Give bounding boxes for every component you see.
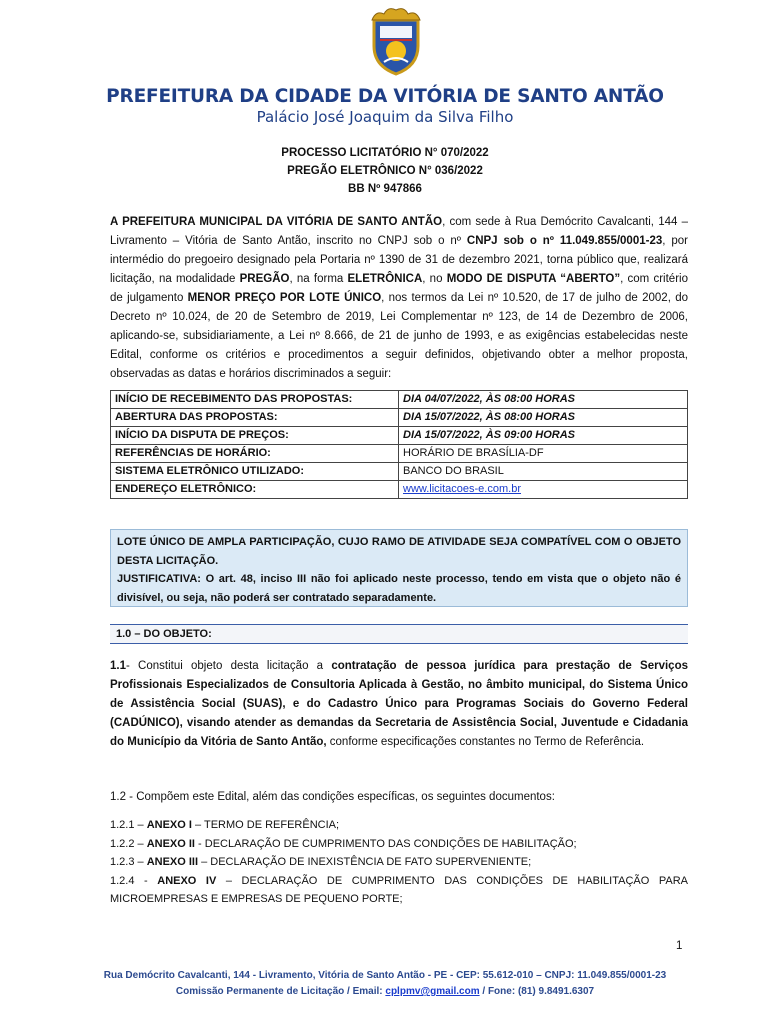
lote-justification: JUSTIFICATIVA: O art. 48, inciso III não foi aplicado neste processo, tendo em vista que o objeto não é divisível, ou seja, não poderá ser contratado separadamente. bbox=[117, 573, 681, 604]
list-item bbox=[110, 872, 688, 909]
table-row bbox=[111, 481, 688, 499]
annex-name: ANEXO III bbox=[146, 856, 199, 868]
table-label: INÍCIO DA DISPUTA DE PREÇOS: bbox=[111, 427, 399, 445]
process-number: PROCESSO LICITATÓRIO N° 070/2022 bbox=[281, 147, 489, 159]
intro-s4: , por intermédio do pregoeiro designado pela Portaria nº 1390 de 31 de dezembro 2021, torna público que, realizará licitação, na modalidade bbox=[110, 235, 688, 285]
annex-prefix: 1.2.2 – bbox=[110, 837, 147, 850]
intro-paragraph bbox=[110, 213, 688, 384]
intro-s3: CNPJ sob o nº 11.049.855/0001-23 bbox=[466, 235, 663, 247]
intro-s9: MODO DE DISPUTA “ABERTO” bbox=[446, 273, 621, 285]
annex-title: - DECLARAÇÃO DE CUMPRIMENTO DAS CONDIÇÕES DE HABILITAÇÃO; bbox=[195, 837, 577, 850]
org-subtitle: Palácio José Joaquim da Silva Filho bbox=[256, 108, 514, 126]
clause-1-1-text-a: - Constitui objeto desta licitação a bbox=[126, 660, 332, 672]
lote-notice-box bbox=[110, 529, 688, 607]
intro-s2: , com sede à Rua Demócrito Cavalcanti, 144 – Livramento – Vitória de Santo Antão, inscrito no CNPJ sob o nº bbox=[110, 216, 688, 247]
list-item bbox=[110, 853, 688, 872]
email-link[interactable]: cplpmv@gmail.com bbox=[385, 986, 480, 997]
footer-contact bbox=[0, 986, 770, 997]
bb-number: BB Nº 947866 bbox=[348, 183, 422, 195]
annex-prefix: 1.2.4 - bbox=[110, 874, 158, 887]
clause-1-1 bbox=[110, 657, 688, 752]
footer-phone: / Fone: (81) 9.8491.6307 bbox=[479, 986, 595, 997]
city-seal-icon bbox=[366, 6, 426, 76]
intro-s11: MENOR PREÇO POR LOTE ÚNICO bbox=[187, 292, 382, 304]
table-row bbox=[111, 445, 688, 463]
table-label: ENDEREÇO ELETRÔNICO: bbox=[111, 481, 399, 499]
intro-s5: PREGÃO bbox=[239, 273, 290, 285]
intro-s6: , na forma bbox=[289, 273, 348, 285]
list-item bbox=[110, 835, 688, 854]
annex-title: – DECLARAÇÃO DE CUMPRIMENTO DAS CONDIÇÕES DE HABILITAÇÃO PARA MICROEMPRESAS E EMPRESAS DE PEQUENO PORTE; bbox=[110, 874, 689, 905]
intro-s10: , com critério de julgamento bbox=[110, 273, 688, 304]
table-value: DIA 04/07/2022, ÀS 08:00 HORAS bbox=[399, 391, 688, 409]
page-number: 1 bbox=[676, 940, 683, 952]
list-item bbox=[110, 816, 688, 835]
org-title: PREFEITURA DA CIDADE DA VITÓRIA DE SANTO ANTÃO bbox=[106, 86, 664, 107]
lote-statement: LOTE ÚNICO DE AMPLA PARTICIPAÇÃO, CUJO RAMO DE ATIVIDADE SEJA COMPATÍVEL COM O OBJETO DESTA LICITAÇÃO. bbox=[117, 536, 681, 567]
table-label: ABERTURA DAS PROPOSTAS: bbox=[111, 409, 399, 427]
annex-name: ANEXO II bbox=[146, 837, 195, 850]
table-label: SISTEMA ELETRÔNICO UTILIZADO: bbox=[111, 463, 399, 481]
schedule-table bbox=[110, 390, 688, 499]
table-label: REFERÊNCIAS DE HORÁRIO: bbox=[111, 445, 399, 463]
intro-s1: A PREFEITURA MUNICIPAL DA VITÓRIA DE SANTO ANTÃO bbox=[110, 216, 443, 228]
table-row bbox=[111, 409, 688, 427]
annex-name: ANEXO IV bbox=[157, 874, 217, 887]
pregao-number: PREGÃO ELETRÔNICO N° 036/2022 bbox=[287, 165, 483, 177]
table-value: BANCO DO BRASIL bbox=[399, 463, 688, 481]
website-link[interactable]: www.licitacoes-e.com.br bbox=[403, 483, 521, 495]
clause-1-1-text-b: contratação de pessoa jurídica para prestação de Serviços Profissionais Especializados de Consultoria Aplicada à Gestão, no âmbito municipal, do Sistema Único de Assistência Social (SUAS), e do Cadastro Único para Programas Sociais do Governo Federal (CADÚNICO), visando atender as demandas da Secretaria de Assistência Social, Juventude e Cidadania do Município da Vitória de Santo Antão, bbox=[110, 660, 688, 748]
clause-1-1-number: 1.1 bbox=[110, 660, 126, 672]
annex-prefix: 1.2.1 – bbox=[110, 819, 147, 831]
section-heading: 1.0 – DO OBJETO: bbox=[110, 624, 688, 644]
intro-s8: , no bbox=[422, 273, 447, 285]
intro-s12: , nos termos da Lei nº 10.520, de 17 de julho de 2002, do Decreto nº 10.024, de 20 de Setembro de 2019, Lei Complementar nº 123, de 14 de Dezembro de 2006, aplicando-se, subsidiariamente, a Lei nº 8.666, de 21 de junho de 1993, e as exigências estabelecidas neste Edital, conforme os critérios e procedimentos a seguir definidos, objetivando obter a melhor proposta, observadas as datas e horários discriminados a seguir: bbox=[110, 292, 688, 380]
table-row bbox=[111, 427, 688, 445]
annex-title: – DECLARAÇÃO DE INEXISTÊNCIA DE FATO SUPERVENIENTE; bbox=[198, 856, 532, 868]
footer-contact-label: Comissão Permanente de Licitação / Email: bbox=[175, 986, 386, 997]
table-value: DIA 15/07/2022, ÀS 09:00 HORAS bbox=[399, 427, 688, 445]
footer-address: Rua Demócrito Cavalcanti, 144 - Livramento, Vitória de Santo Antão - PE - CEP: 55.612-010 – CNPJ: 11.049.855/0001-23 bbox=[103, 970, 667, 981]
table-row bbox=[111, 391, 688, 409]
annex-name: ANEXO I bbox=[146, 819, 192, 831]
table-value-cell bbox=[399, 481, 688, 499]
table-label: INÍCIO DE RECEBIMENTO DAS PROPOSTAS: bbox=[111, 391, 399, 409]
clause-1-2: 1.2 - Compõem este Edital, além das condições específicas, os seguintes documentos: bbox=[110, 791, 555, 803]
table-value: HORÁRIO DE BRASÍLIA-DF bbox=[399, 445, 688, 463]
annex-prefix: 1.2.3 – bbox=[110, 856, 147, 868]
annex-list bbox=[110, 816, 688, 909]
annex-title: – TERMO DE REFERÊNCIA; bbox=[191, 819, 340, 831]
intro-s7: ELETRÔNICA bbox=[347, 273, 423, 285]
table-row bbox=[111, 463, 688, 481]
clause-1-1-text-c: conforme especificações constantes no Termo de Referência. bbox=[326, 736, 645, 748]
table-value: DIA 15/07/2022, ÀS 08:00 HORAS bbox=[399, 409, 688, 427]
